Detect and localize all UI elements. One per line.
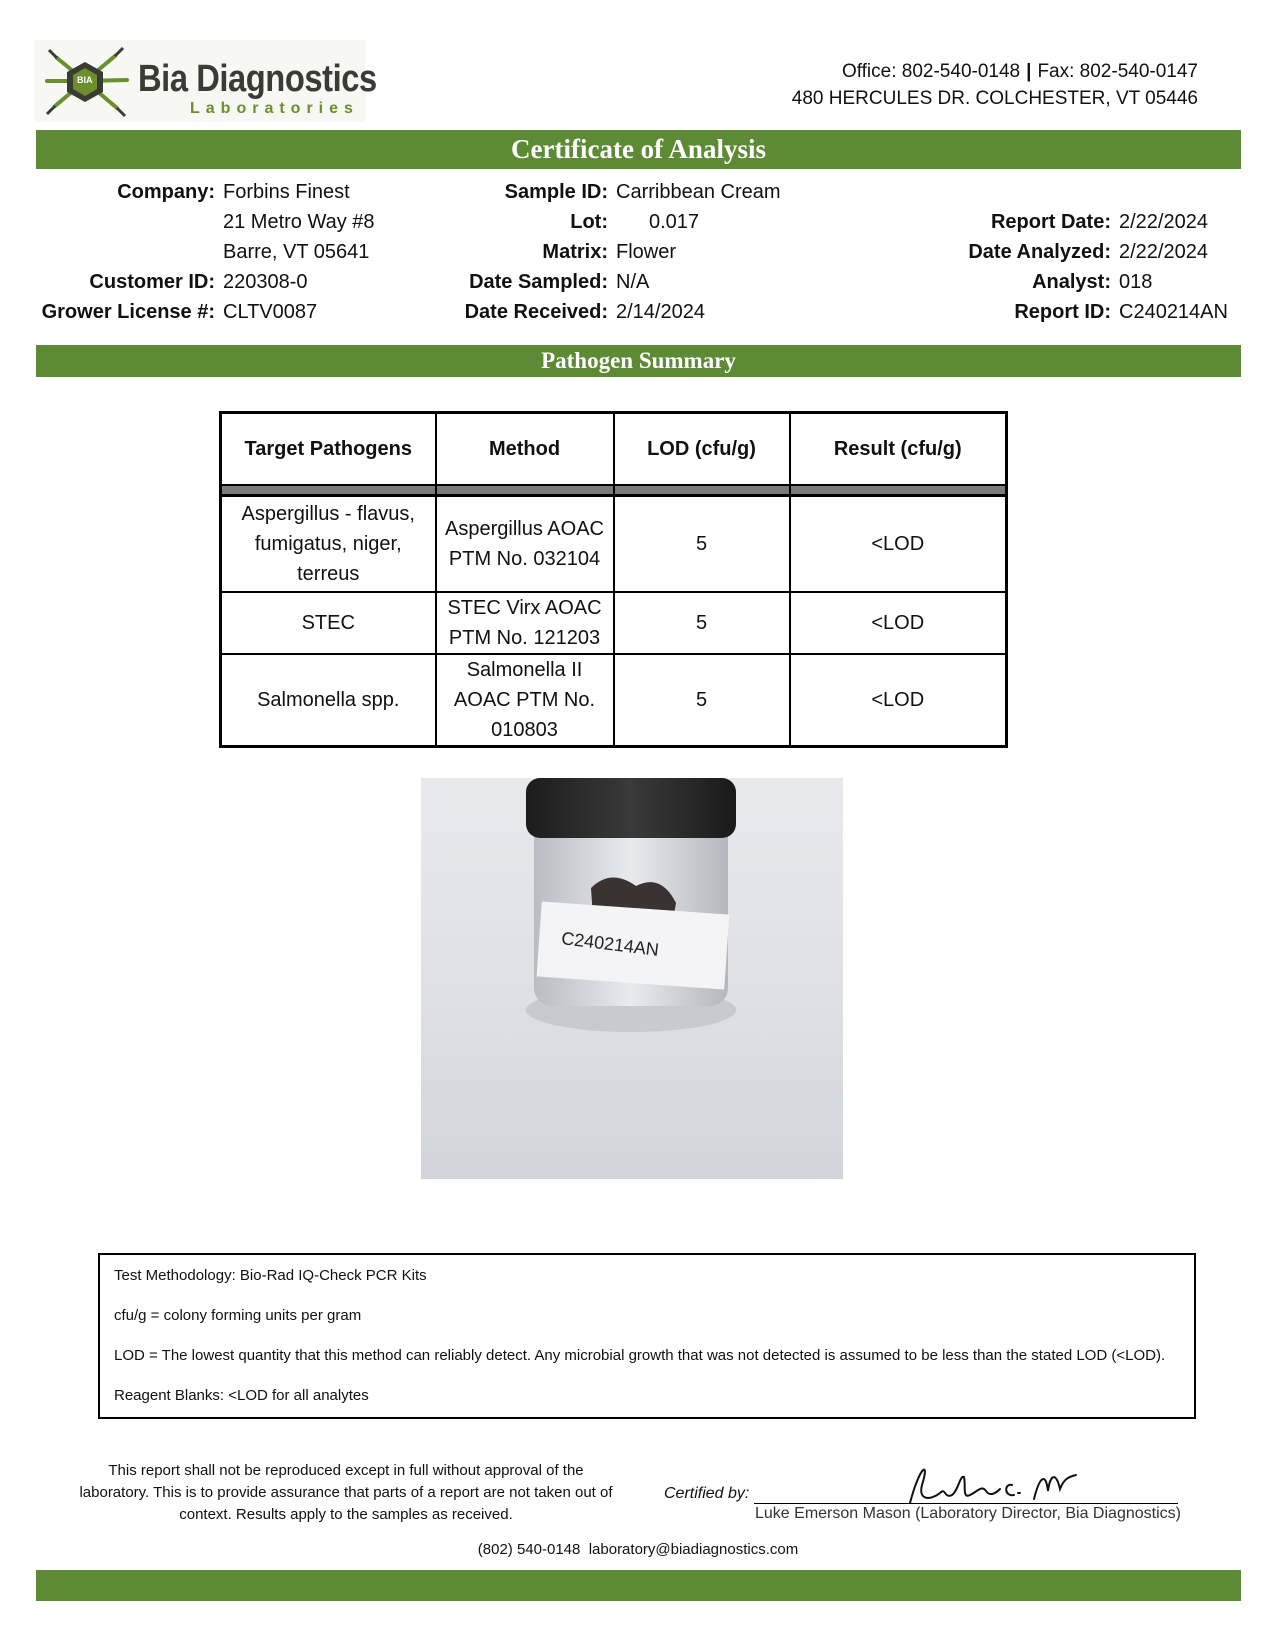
note-methodology: Test Methodology: Bio-Rad IQ-Check PCR Kits <box>114 1267 427 1284</box>
customer-id: 220308-0 <box>223 271 308 293</box>
sample-id: Carribbean Cream <box>616 181 781 203</box>
report-date: 2/22/2024 <box>1119 211 1208 233</box>
report-id: C240214AN <box>1119 301 1228 323</box>
footer-phone: (802) 540-0148 <box>477 1541 581 1558</box>
result-cell: <LOD <box>790 592 1007 654</box>
table-row <box>221 654 1007 747</box>
table-header-row <box>221 413 1007 486</box>
lot-value: 0.017 <box>649 211 700 233</box>
lot-label: Lot: <box>570 211 608 233</box>
result-cell: <LOD <box>790 496 1007 593</box>
signature-icon <box>900 1455 1090 1510</box>
office-phone: Office: 802-540-0148 <box>841 61 1021 82</box>
certified-by-label: Certified by: <box>664 1485 750 1502</box>
date-sampled: N/A <box>616 271 650 293</box>
company-address-2: Barre, VT 05641 <box>223 241 370 263</box>
customer-id-label: Customer ID: <box>89 271 215 293</box>
footer-email: laboratory@biadiagnostics.com <box>588 1541 799 1558</box>
date-received: 2/14/2024 <box>616 301 705 323</box>
company-name: Forbins Finest <box>223 181 350 203</box>
header-result: Result (cfu/g) <box>790 413 1007 486</box>
lab-contact: Office: 802-540-0148 | Fax: 802-540-0147 480 HERCULES DR. COLCHESTER, VT 05446 <box>792 58 1198 112</box>
pathogen-table <box>219 411 1008 748</box>
disclaimer: This report shall not be reproduced except in full without approval of the laboratory. This is to provide assurance that parts of a report are not taken out of context. Results apply to the samples as received. <box>79 1462 613 1523</box>
logo-badge-text: BIA <box>77 75 93 85</box>
report-id-label: Report ID: <box>1014 301 1111 323</box>
note-lod: LOD = The lowest quantity that this method can reliably detect. Any microbial growth that was not detected is assumed to be less than the stated LOD (<LOD). <box>114 1347 1166 1364</box>
method-cell: Salmonella II AOAC PTM No. 010803 <box>436 654 614 747</box>
footer-contact <box>0 1541 1276 1558</box>
grower-license: CLTV0087 <box>223 301 318 323</box>
note-reagent-blanks: Reagent Blanks: <LOD for all analytes <box>114 1387 369 1404</box>
fax-number: Fax: 802-540-0147 <box>1037 61 1198 82</box>
methodology-notes <box>98 1253 1196 1419</box>
date-analyzed-label: Date Analyzed: <box>968 241 1111 263</box>
pathogen-summary-title: Pathogen Summary <box>36 345 1241 377</box>
signer-name: Luke Emerson Mason (Laboratory Director, Bia Diagnostics) <box>755 1505 1181 1522</box>
analyst-label: Analyst: <box>1032 271 1111 293</box>
lod-cell: 5 <box>614 496 790 593</box>
signature-line <box>754 1503 1178 1504</box>
matrix-label: Matrix: <box>542 241 608 263</box>
header-method: Method <box>436 413 614 486</box>
pathogen-cell: Salmonella spp. <box>221 654 436 747</box>
sample-jar-icon <box>421 778 843 1179</box>
footer-bar <box>36 1570 1241 1601</box>
company-address-1: 21 Metro Way #8 <box>223 211 375 233</box>
logo-subtitle: Laboratories <box>190 100 359 117</box>
sample-photo <box>421 778 843 1179</box>
grower-license-label: Grower License #: <box>41 301 215 323</box>
result-cell: <LOD <box>790 654 1007 747</box>
header-lod: LOD (cfu/g) <box>614 413 790 486</box>
logo-name: Bia Diagnostics <box>138 58 377 100</box>
sample-id-label: Sample ID: <box>504 181 608 203</box>
pathogen-cell: Aspergillus - flavus, fumigatus, niger, terreus <box>221 496 436 593</box>
date-received-label: Date Received: <box>464 301 608 323</box>
method-cell: Aspergillus AOAC PTM No. 032104 <box>436 496 614 593</box>
date-sampled-label: Date Sampled: <box>469 271 608 293</box>
pathogen-cell: STEC <box>221 592 436 654</box>
analyst-id: 018 <box>1119 271 1153 293</box>
certificate-title: Certificate of Analysis <box>36 130 1241 169</box>
company-label: Company: <box>117 181 215 203</box>
matrix-value: Flower <box>616 241 677 263</box>
lab-address: 480 HERCULES DR. COLCHESTER, VT 05446 <box>791 88 1198 109</box>
jar-label: C240214AN <box>560 928 660 960</box>
header-target-pathogens: Target Pathogens <box>221 413 436 486</box>
lod-cell: 5 <box>614 592 790 654</box>
date-analyzed: 2/22/2024 <box>1119 241 1208 263</box>
table-row <box>221 496 1007 593</box>
header-separator <box>221 485 1007 496</box>
report-date-label: Report Date: <box>990 211 1111 233</box>
table-row <box>221 592 1007 654</box>
method-cell: STEC Virx AOAC PTM No. 121203 <box>436 592 614 654</box>
note-cfu: cfu/g = colony forming units per gram <box>114 1307 362 1324</box>
lod-cell: 5 <box>614 654 790 747</box>
